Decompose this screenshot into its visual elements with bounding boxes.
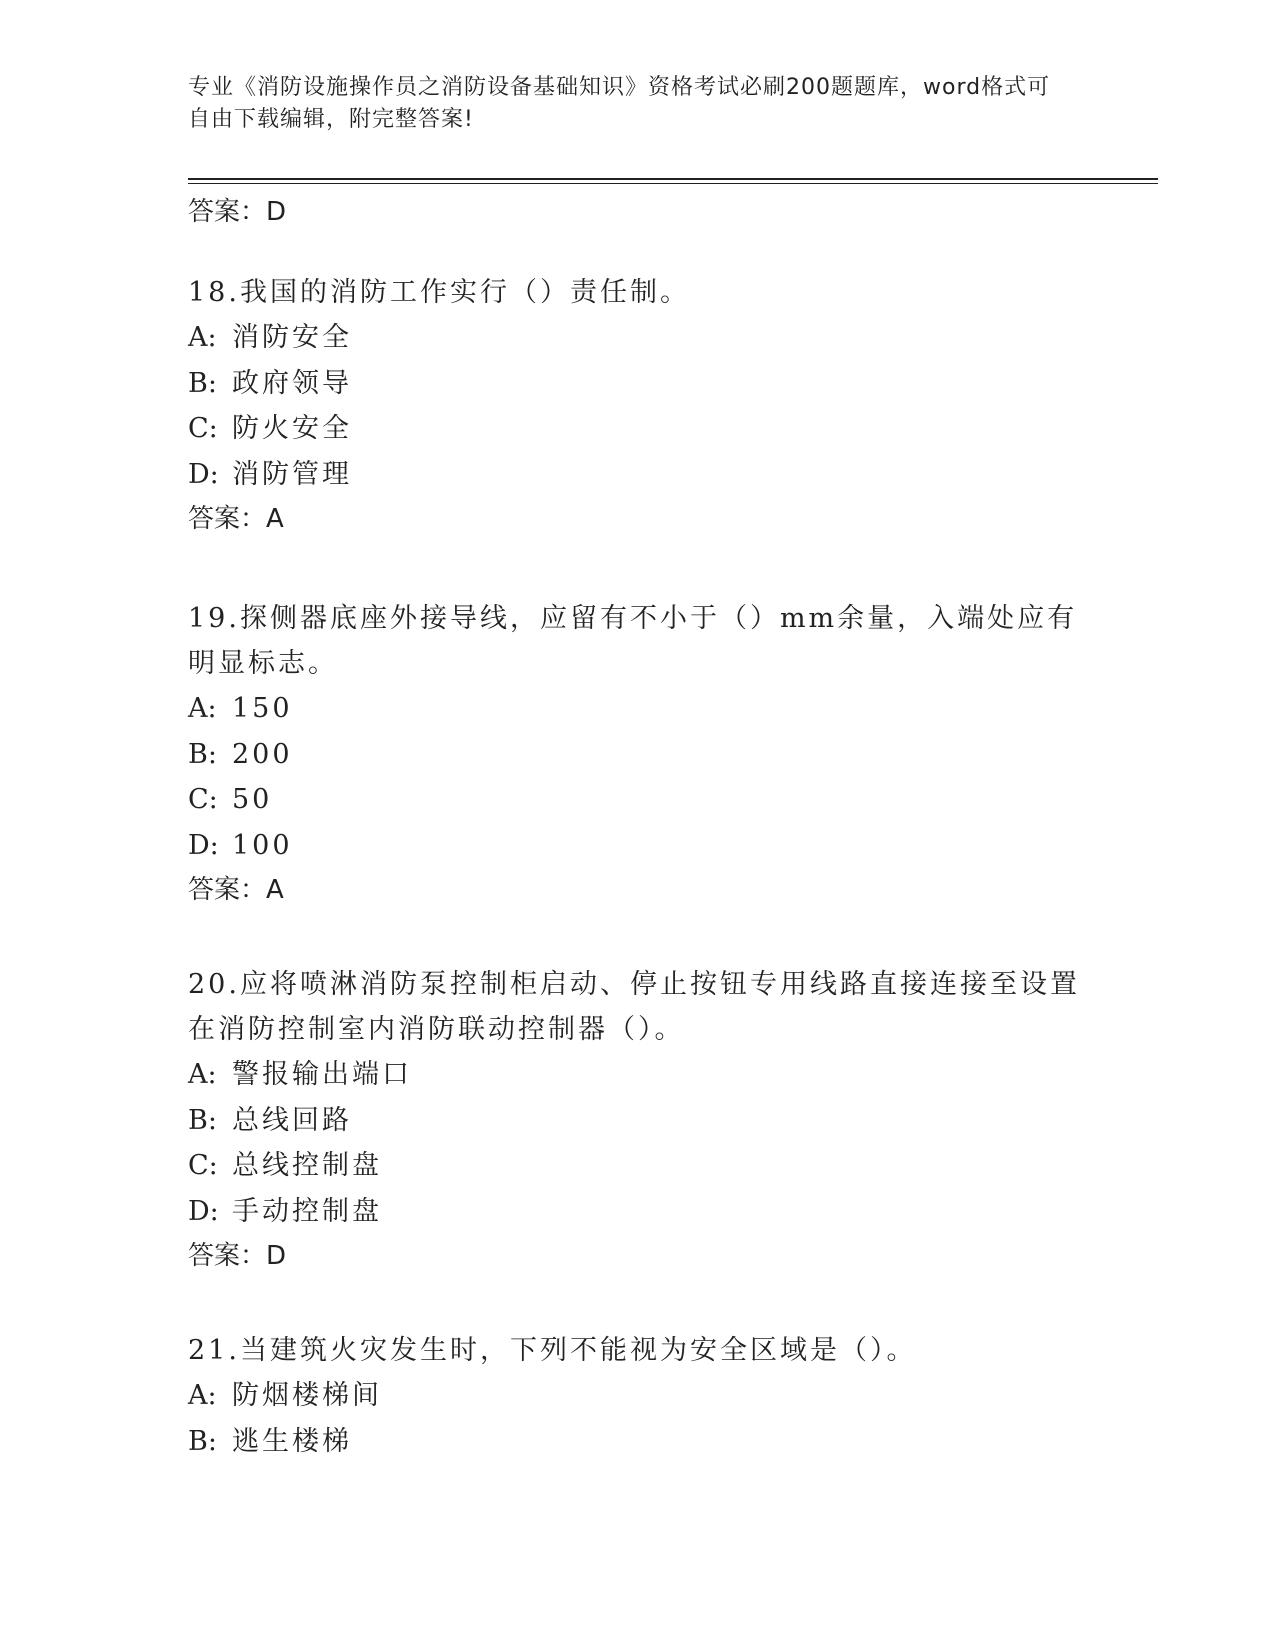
option-a bbox=[188, 1052, 1088, 1098]
option-b bbox=[188, 732, 1088, 778]
option-b bbox=[188, 1419, 1088, 1465]
header-rule-thin bbox=[188, 183, 1158, 184]
answer-line: 答案：A bbox=[188, 504, 284, 534]
option-d bbox=[188, 1189, 1088, 1235]
previous-answer: 答案：D bbox=[188, 197, 287, 227]
option-key: C: bbox=[188, 1150, 218, 1181]
option-c bbox=[188, 406, 1088, 452]
option-key: A: bbox=[188, 1380, 217, 1411]
option-text: 消防管理 bbox=[232, 458, 352, 490]
option-text: 200 bbox=[232, 738, 293, 770]
option-text: 手动控制盘 bbox=[232, 1195, 382, 1227]
option-text: 100 bbox=[232, 829, 293, 861]
answer-line: 答案：A bbox=[188, 875, 284, 905]
option-b bbox=[188, 361, 1088, 407]
option-text: 150 bbox=[232, 693, 293, 724]
option-text: 逃生楼梯 bbox=[232, 1425, 352, 1457]
option-key: B: bbox=[188, 738, 217, 770]
option-c bbox=[188, 1143, 1088, 1189]
option-text: 警报输出端口 bbox=[232, 1059, 412, 1090]
option-key: B: bbox=[188, 367, 217, 399]
option-key: A: bbox=[188, 322, 217, 353]
question-stem: 19.探侧器底座外接导线，应留有不小于（）mm余量，入端处应有明显标志。 bbox=[188, 603, 1078, 679]
option-text: 防烟楼梯间 bbox=[232, 1380, 382, 1411]
option-text: 防火安全 bbox=[232, 413, 352, 444]
question-20 bbox=[188, 962, 1088, 1279]
option-b bbox=[188, 1098, 1088, 1144]
option-key: B: bbox=[188, 1104, 217, 1136]
option-key: C: bbox=[188, 784, 218, 815]
option-text: 总线回路 bbox=[232, 1104, 352, 1136]
option-key: D: bbox=[188, 458, 219, 490]
question-stem: 18.我国的消防工作实行（）责任制。 bbox=[188, 277, 690, 308]
option-key: A: bbox=[188, 1059, 217, 1090]
option-d bbox=[188, 452, 1088, 498]
option-text: 消防安全 bbox=[232, 322, 352, 353]
answer-line: 答案：D bbox=[188, 1241, 287, 1271]
option-c bbox=[188, 777, 1088, 823]
option-key: D: bbox=[188, 829, 219, 861]
option-d bbox=[188, 823, 1088, 869]
option-a bbox=[188, 1373, 1088, 1419]
question-18 bbox=[188, 270, 1088, 542]
option-text: 总线控制盘 bbox=[232, 1150, 382, 1181]
header-rule-thick bbox=[188, 178, 1158, 180]
question-stem: 20.应将喷淋消防泵控制柜启动、停止按钮专用线路直接连接至设置在消防控制室内消防联动控制器（）。 bbox=[188, 969, 1080, 1045]
question-19 bbox=[188, 596, 1088, 913]
question-stem: 21.当建筑火灾发生时，下列不能视为安全区域是（）。 bbox=[188, 1335, 917, 1366]
option-a bbox=[188, 315, 1088, 361]
option-a bbox=[188, 686, 1088, 732]
option-key: B: bbox=[188, 1425, 217, 1457]
option-key: D: bbox=[188, 1195, 219, 1227]
option-text: 50 bbox=[232, 784, 273, 815]
option-key: C: bbox=[188, 413, 218, 444]
question-21 bbox=[188, 1328, 1088, 1464]
option-key: A: bbox=[188, 693, 217, 724]
document-header-intro: 专业《消防设施操作员之消防设备基础知识》资格考试必刷200题题库，word格式可自由下载编辑，附完整答案! bbox=[188, 75, 1051, 132]
option-text: 政府领导 bbox=[232, 367, 352, 399]
